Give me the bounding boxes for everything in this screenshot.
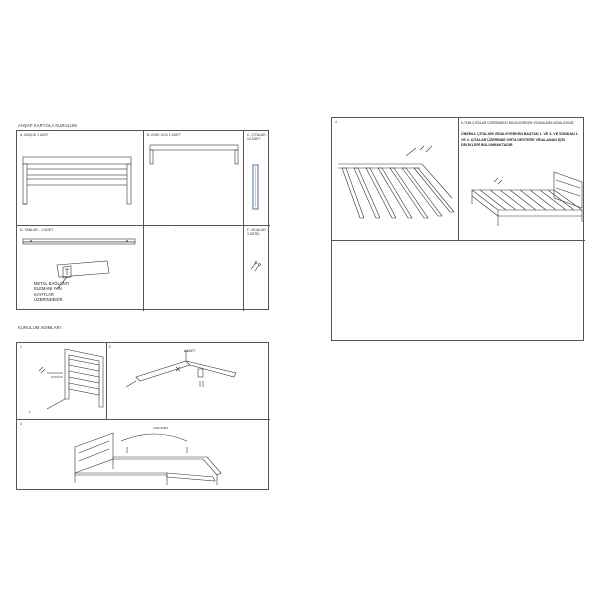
part-c-label: C- ÇITALAR - 10 ADET: [247, 133, 268, 142]
step-3-number: 3: [20, 422, 22, 426]
right-page-panel: [331, 117, 584, 341]
part-d-label: D- YANLAR – 2 ADET: [20, 228, 54, 232]
step-4-number: 4: [335, 120, 337, 124]
step-1-illustration: [17, 343, 106, 419]
step-3-illustration: [17, 419, 270, 491]
part-f-label: F- VİDALAR - 3 DEĞİL: [247, 228, 268, 237]
part-e-label: -: [175, 228, 177, 232]
step-1-number: 1: [20, 345, 22, 349]
step-5-bed-illustration: [458, 118, 585, 240]
parts-grid: [16, 130, 269, 310]
step-3-count-label: 4 ER ADET: [153, 426, 169, 430]
part-b-label: B- AYAK UCU 1 ADET: [147, 133, 181, 137]
screws-illustration: [243, 225, 270, 311]
step-2-count-label: 4 ADET: [184, 349, 196, 353]
footboard-illustration: [143, 131, 243, 225]
headboard-illustration: [17, 131, 143, 225]
install-steps-panel: [16, 342, 269, 490]
step-2-number: 2: [109, 345, 111, 349]
step-2-illustration: [106, 343, 270, 419]
parts-section-title: AHŞAP KARYOLA KURULUM: [18, 123, 77, 128]
slat-illustration: [243, 131, 270, 225]
part-a-label: A- BAŞLIK 1 ADET: [20, 133, 49, 137]
step-5-warning: ÖNEMLİ: ÇITALARI VİDALEYERKEN BAŞTAN 1. VE 4. VE SONDAN 1. VE 4. ÇITALAR ÜZERİNDE ORTA DESTEĞE VİDALANAN İÇİN DELİKLERİ BULUNMAKTADIR: [461, 132, 579, 148]
metal-connector-note: METAL BAĞLANTI ELEMANI YAN KAYITLAR ÜZERİNDEDİR: [34, 281, 70, 303]
step-1-corner-label: L: [29, 410, 31, 414]
step-5-heading: 5-TÜM ÇITALAR ÜZERİNDEKİ DELİKLERDEN VİDANLARA VİDALAYINIZ: [461, 121, 574, 125]
install-section-title: KURULUM ADIMLARI: [18, 325, 62, 330]
step-4-slats-illustration: [332, 118, 458, 240]
